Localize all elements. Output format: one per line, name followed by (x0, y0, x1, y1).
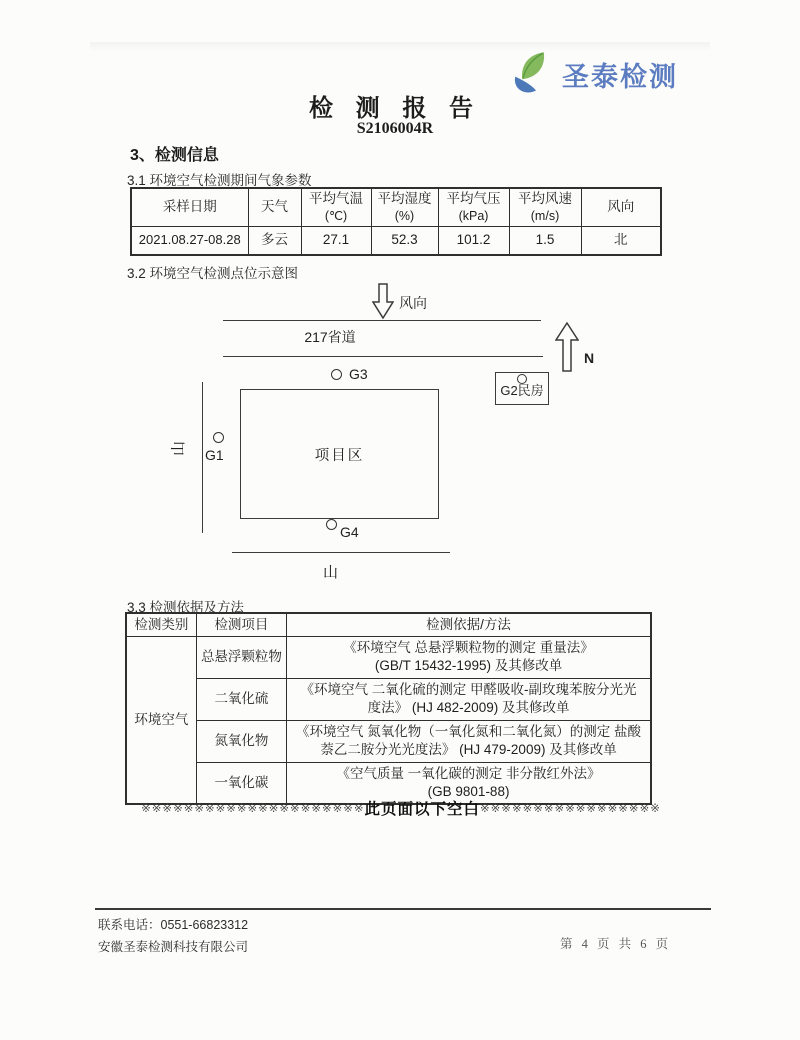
column-header-avg-humidity: 平均湿度 (%) (371, 188, 438, 226)
cell-sampling-date: 2021.08.27-08.28 (131, 226, 248, 255)
footer-phone: 联系电话：0551-66823312 (98, 918, 249, 932)
monitoring-point-g4-label: G4 (340, 524, 359, 540)
weather-parameters-table (130, 187, 662, 256)
cell-item-co: 一氧化碳 (196, 762, 286, 804)
mountain-bottom-label: 山 (323, 564, 339, 581)
monitoring-point-g4 (326, 519, 337, 530)
column-header-item: 检测项目 (196, 613, 286, 636)
column-header-wind-direction: 风向 (581, 188, 661, 226)
cell-item-so2: 二氧化硫 (196, 678, 286, 720)
project-area-label: 项目区 (314, 447, 365, 464)
cell-method-nox: 《环境空气 氮氧化物（一氧化氮和二氧化氮）的测定 盐酸 萘乙二胺分光光度法》 (HJ 479-2009) 及其修改单 (287, 720, 651, 762)
monitoring-point-g3 (331, 369, 342, 380)
column-header-category: 检测类别 (126, 613, 196, 636)
mountain-left-label: 山 (170, 440, 188, 457)
blank-notice-text: 此页面以下空白 (364, 801, 481, 818)
monitoring-point-g3-label: G3 (349, 366, 368, 382)
logo-text: 圣泰检测 (562, 61, 678, 92)
cell-avg-humidity: 52.3 (371, 226, 438, 255)
weather-table-data-row (131, 226, 661, 255)
wind-direction-label: 风向 (399, 295, 427, 311)
road-label: 217省道 (304, 329, 356, 345)
section-3-1-heading: 3.1 环境空气检测期间气象参数 (127, 173, 312, 188)
mountain-left-line (202, 382, 203, 533)
column-header-avg-wind-speed: 平均风速 (m/s) (509, 188, 581, 226)
project-area-rect (240, 389, 439, 519)
report-number: S2106004R (356, 120, 434, 137)
cell-wind-direction: 北 (581, 226, 661, 255)
column-header-avg-pressure: 平均气压 (kPa) (438, 188, 509, 226)
cell-method-tsp: 《环境空气 总悬浮颗粒物的测定 重量法》 (GB/T 15432-1995) 及其修改单 (287, 636, 651, 678)
cell-item-nox: 氮氧化物 (196, 720, 286, 762)
monitoring-point-g2-label: G2民房 (500, 383, 544, 398)
column-header-method: 检测依据/方法 (287, 613, 651, 636)
cell-item-tsp: 总悬浮颗粒物 (196, 636, 286, 678)
blank-below-notice (93, 797, 709, 819)
report-title: 检 测 报 告 (308, 95, 481, 122)
section-3-heading: 3、检测信息 (130, 147, 219, 164)
cell-avg-wind-speed: 1.5 (509, 226, 581, 255)
road-bottom-line (223, 356, 543, 357)
cell-weather: 多云 (248, 226, 301, 255)
column-header-sampling-date: 采样日期 (131, 188, 248, 226)
north-label: N (584, 350, 595, 366)
stars-right: ※※※※※※※※※※※※※※※※※ (480, 803, 661, 815)
footer-page-number: 第 4 页 共 6 页 (560, 937, 672, 951)
methods-table (125, 612, 652, 805)
section-3-2-heading: 3.2 环境空气检测点位示意图 (127, 266, 299, 281)
cell-category: 环境空气 (126, 636, 196, 804)
monitoring-point-g1-label: G1 (205, 447, 224, 463)
cell-method-so2: 《环境空气 二氧化硫的测定 甲醛吸收-副玫瑰苯胺分光光 度法》 (HJ 482-2009) 及其修改单 (287, 678, 651, 720)
wind-direction-arrow-icon (372, 283, 394, 319)
table-row (126, 636, 651, 678)
cell-avg-temperature: 27.1 (301, 226, 371, 255)
cell-method-co: 《空气质量 一氧化碳的测定 非分散红外法》 (GB 9801-88) (287, 762, 651, 804)
footer-company: 安徽圣泰检测科技有限公司 (98, 940, 249, 954)
monitoring-point-g1 (213, 432, 224, 443)
cell-avg-pressure: 101.2 (438, 226, 509, 255)
table-row (126, 720, 651, 762)
table-row (126, 678, 651, 720)
column-header-avg-temperature: 平均气温 (℃) (301, 188, 371, 226)
methods-table-header-row (126, 613, 651, 636)
monitoring-point-g2-box (495, 372, 549, 405)
mountain-bottom-line (232, 552, 450, 553)
column-header-weather: 天气 (248, 188, 301, 226)
road-top-line (223, 320, 541, 321)
weather-table-header-row (131, 188, 661, 226)
north-arrow-icon (555, 322, 579, 372)
section-3-3-heading: 3.3 检测依据及方法 (127, 600, 245, 615)
footer-divider (95, 908, 711, 910)
stars-left: ※※※※※※※※※※※※※※※※※※※※※ (141, 803, 365, 815)
monitoring-points-diagram (95, 280, 715, 585)
